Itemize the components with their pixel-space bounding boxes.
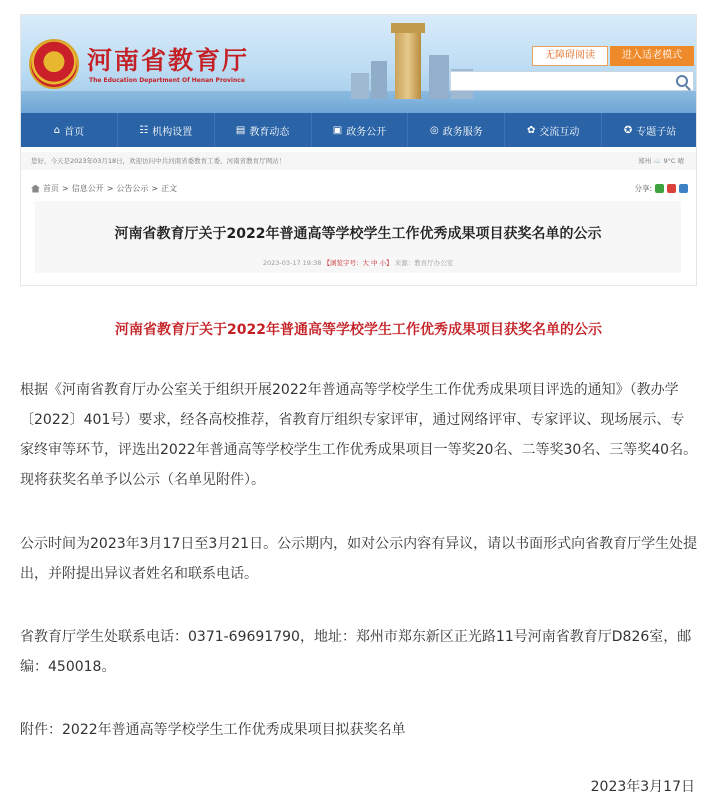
- nav-label: 交流互动: [539, 126, 580, 138]
- crumb-info[interactable]: 信息公开: [71, 184, 104, 193]
- building: [351, 73, 369, 99]
- site-banner: [21, 15, 697, 113]
- crumb-sep: >: [151, 184, 159, 193]
- nav-chat[interactable]: [505, 113, 602, 147]
- crumb-sep: >: [62, 184, 69, 193]
- nav-topic[interactable]: [602, 113, 697, 147]
- font-size-switch[interactable]: 【浏览字号：大 中 小】: [323, 259, 393, 267]
- nav-label: 专题子站: [636, 126, 677, 138]
- national-emblem-icon: [29, 39, 79, 89]
- meta-source: 来源：教育厅办公室: [394, 259, 454, 267]
- tower: [395, 31, 421, 99]
- article-meta: [35, 258, 681, 267]
- site-title[interactable]: 河南省教育厅: [87, 46, 250, 75]
- search-input[interactable]: [450, 71, 694, 91]
- nav-org[interactable]: [118, 113, 215, 147]
- nav-label: 机构设置: [152, 126, 193, 138]
- paragraph-1: 根据《河南省教育厅办公室关于组织开展2022年普通高等学校学生工作优秀成果项目评选的通知》（教办学〔2022〕401号）要求，经各高校推荐，省教育厅组织专家评审，通过网络评审、专家评议、现场展示、专家终审等环节，评选出2022年普通高等学校学生工作优秀成果项目一等奖20名、二等奖30名、三等奖40名。现将获奖名单予以公示（名单见附件）。: [20, 382, 698, 488]
- nav-label: 政务服务: [442, 126, 483, 138]
- article-heading: 河南省教育厅关于2022年普通高等学校学生工作优秀成果项目获奖名单的公示: [115, 322, 602, 338]
- service-icon: ◎: [430, 124, 439, 136]
- chat-icon: ✿: [527, 124, 536, 136]
- notice-text: 您好，今天是2023年03月18日，欢迎访问中共河南省委教育工委、河南省教育厅网站！: [31, 157, 286, 165]
- search-icon[interactable]: [676, 75, 688, 87]
- crumb-home[interactable]: 首页: [43, 184, 59, 193]
- home-icon: ⌂: [53, 124, 61, 136]
- publish-date: 2023年3月17日: [590, 779, 695, 795]
- nav-home[interactable]: [21, 113, 118, 147]
- nav-news[interactable]: [215, 113, 312, 147]
- main-nav: [21, 113, 697, 147]
- paragraph-2: 公示时间为2023年3月17日至3月21日。公示期内，如对公示内容有异议，请以书面形式向省教育厅学生处提出，并附提出异议者姓名和联系电话。: [20, 536, 698, 582]
- crumb-sep: >: [106, 184, 114, 193]
- nav-service[interactable]: [408, 113, 505, 147]
- paragraph-3: 省教育厅学生处联系电话：0371-69691790，地址：郑州市郑东新区正光路11号河南省教育厅D826室，邮编：450018。: [20, 629, 692, 675]
- crumb-current: 正文: [161, 184, 178, 193]
- gov-icon: ▣: [332, 124, 343, 136]
- org-icon: ☷: [139, 124, 149, 136]
- accessibility-button[interactable]: 无障碍阅读: [532, 46, 608, 66]
- article-header: [35, 201, 681, 273]
- website-screenshot: [20, 14, 697, 286]
- weibo-share-icon[interactable]: [667, 184, 676, 193]
- share-label: 分享:: [634, 184, 652, 193]
- weather-info: 郑州 ☁️ 9°C 晴: [638, 157, 684, 165]
- article-title: 河南省教育厅关于2022年普通高等学校学生工作优秀成果项目获奖名单的公示: [114, 226, 602, 242]
- breadcrumb: [31, 183, 177, 194]
- nav-label: 政务公开: [346, 126, 387, 138]
- news-icon: ▤: [235, 124, 246, 136]
- building: [429, 55, 449, 99]
- qzone-share-icon[interactable]: [679, 184, 688, 193]
- wechat-share-icon[interactable]: [655, 184, 664, 193]
- share-bar: [634, 183, 688, 194]
- elder-mode-button[interactable]: 进入适老模式: [610, 46, 694, 66]
- crumb-notice[interactable]: 公告公示: [116, 184, 149, 193]
- home-icon: [31, 185, 40, 193]
- nav-gov[interactable]: [312, 113, 409, 147]
- attachment-line: 附件：2022年普通高等学校学生工作优秀成果项目拟获奖名单: [20, 722, 406, 738]
- topic-icon: ✪: [623, 124, 633, 136]
- nav-label: 教育动态: [249, 126, 290, 138]
- building: [371, 61, 387, 99]
- nav-label: 首页: [64, 126, 85, 138]
- meta-date: 2023-03-17 19:38: [262, 259, 322, 267]
- notice-bar: [21, 152, 697, 170]
- site-subtitle: The Education Department Of Henan Province: [89, 77, 245, 84]
